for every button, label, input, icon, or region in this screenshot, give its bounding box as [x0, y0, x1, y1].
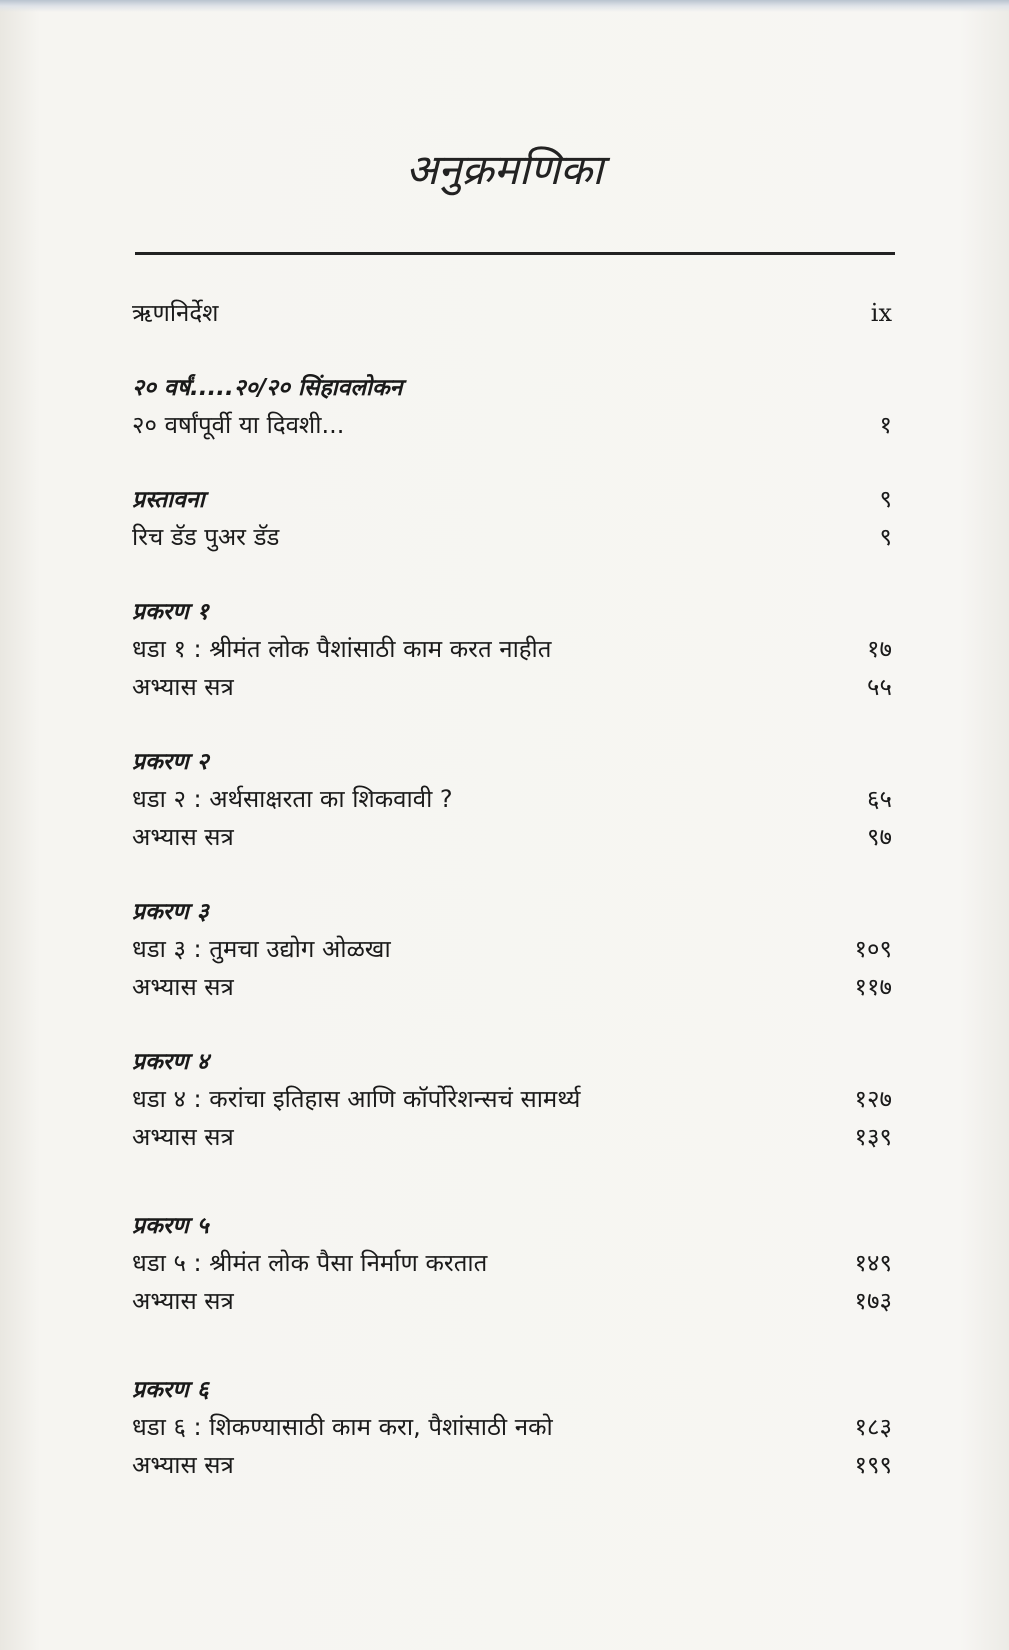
- toc-entry: [132, 1448, 892, 1486]
- toc-entry-label: २० वर्षांपूर्वी या दिवशी...: [132, 411, 345, 439]
- toc-entry-label: धडा १ : श्रीमंत लोक पैशांसाठी काम करत नाहीत: [132, 635, 552, 663]
- toc-section-heading: [132, 482, 892, 520]
- toc-entry: [132, 296, 892, 334]
- toc-entry-page: १: [879, 411, 892, 439]
- toc-heading-label: प्रकरण ५: [132, 1213, 209, 1239]
- toc-entry: [132, 820, 892, 858]
- toc-section-heading: [132, 1372, 892, 1410]
- toc-heading-label: प्रकरण ३: [132, 899, 209, 925]
- toc-section-heading: [132, 1208, 892, 1246]
- page-title: अनुक्रमणिका: [405, 145, 604, 194]
- toc-entry-page: ११७: [854, 973, 892, 1001]
- toc-entry: [132, 1082, 892, 1120]
- toc-entry-page: १३९: [854, 1123, 892, 1151]
- toc-entry-page: १४९: [854, 1249, 892, 1277]
- toc-section-heading: [132, 1044, 892, 1082]
- toc-heading-label: प्रकरण २: [132, 749, 209, 775]
- toc-entry-page: १०९: [854, 935, 892, 963]
- toc-entry-label: अभ्यास सत्र: [132, 1123, 234, 1151]
- toc-entry-page: १८३: [854, 1413, 892, 1441]
- toc-heading-page: ९: [879, 485, 892, 513]
- toc-entry-page: १२७: [854, 1085, 892, 1113]
- toc-heading-label: प्रकरण १: [132, 599, 209, 625]
- toc-entry: [132, 970, 892, 1008]
- toc-entry-page: ६५: [867, 785, 892, 813]
- toc-entry-page: १७३: [854, 1287, 892, 1315]
- toc-entry: [132, 782, 892, 820]
- toc-entry-label: धडा ५ : श्रीमंत लोक पैसा निर्माण करतात: [132, 1249, 488, 1277]
- toc-entry: [132, 520, 892, 558]
- toc-entry-label: धडा २ : अर्थसाक्षरता का शिकवावी ?: [132, 785, 453, 813]
- toc-entry-page: ९: [879, 523, 892, 551]
- toc-section-heading: [132, 894, 892, 932]
- page-top-edge: [0, 0, 1009, 12]
- toc-entry-label: धडा ४ : करांचा इतिहास आणि कॉर्पोरेशन्सचं सामर्थ्य: [132, 1085, 581, 1113]
- toc-heading-label: प्रकरण ४: [132, 1049, 209, 1075]
- toc-entry-page: ९७: [867, 823, 892, 851]
- toc-entry: [132, 1410, 892, 1448]
- toc-entry-label: धडा ६ : शिकण्यासाठी काम करा, पैशांसाठी नको: [132, 1413, 553, 1441]
- toc-entry: [132, 1120, 892, 1158]
- toc-entry-label: ऋणनिर्देश: [132, 299, 219, 327]
- toc-entry-label: अभ्यास सत्र: [132, 973, 234, 1001]
- toc-entry-page: ix: [870, 299, 892, 327]
- toc-entry: [132, 932, 892, 970]
- toc-entry-page: ५५: [867, 673, 892, 701]
- toc-entry-label: अभ्यास सत्र: [132, 823, 234, 851]
- title-divider: [135, 252, 895, 255]
- toc-entry: [132, 632, 892, 670]
- toc-heading-label: प्रस्तावना: [132, 487, 205, 513]
- toc-entry-page: १९९: [854, 1451, 892, 1479]
- toc-section-heading: [132, 370, 892, 408]
- toc-heading-label: प्रकरण ६: [132, 1377, 209, 1403]
- toc-entry-label: धडा ३ : तुमचा उद्योग ओळखा: [132, 935, 391, 963]
- toc-entry-label: अभ्यास सत्र: [132, 1287, 234, 1315]
- toc-entry-label: अभ्यास सत्र: [132, 1451, 234, 1479]
- toc-entry: [132, 1246, 892, 1284]
- toc-entry-label: रिच डॅड पुअर डॅड: [132, 523, 280, 551]
- table-of-contents: [132, 296, 892, 1486]
- toc-section-heading: [132, 744, 892, 782]
- toc-entry: [132, 1284, 892, 1322]
- toc-entry: [132, 408, 892, 446]
- toc-entry: [132, 670, 892, 708]
- toc-entry-label: अभ्यास सत्र: [132, 673, 234, 701]
- toc-heading-label: २० वर्षं.....२०/२० सिंहावलोकन: [132, 375, 403, 401]
- toc-entry-page: १७: [867, 635, 892, 663]
- toc-section-heading: [132, 594, 892, 632]
